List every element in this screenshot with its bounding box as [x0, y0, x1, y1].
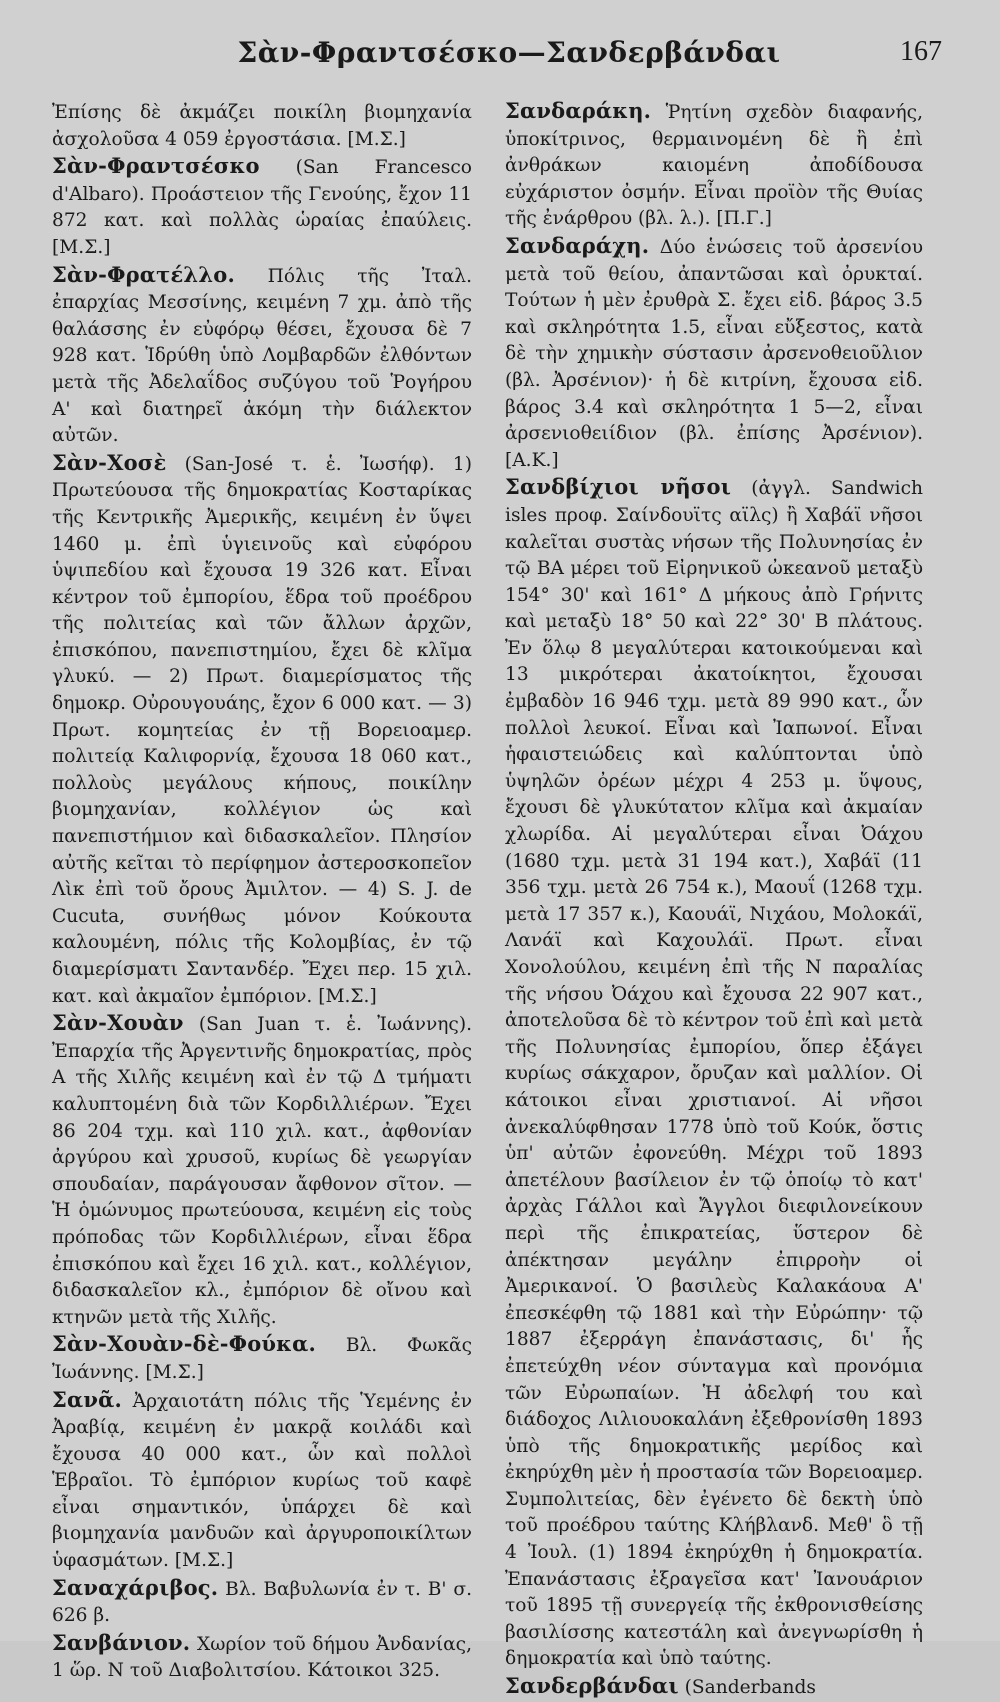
entry: [505, 1673, 923, 1702]
entry-text: Βλ. Φωκᾶς Ἰωάννης. [Μ.Σ.]: [52, 1335, 472, 1383]
entry-text: Δύο ἑνώσεις τοῦ ἀρσενίου μετὰ τοῦ θείου, ἀπαντῶσαι καὶ ὀρυκταί. Τούτων ἡ μὲν ἐρυθρὰ Σ. ἔχει εἰδ. βάρος 3.5 καὶ σκληρότητα 1.5, εἶναι εὔξεστος, κατὰ δὲ τὴν χημικὴν σύστασιν ἀρσενοθειοῦλιον (βλ. Ἀρσένιον)· ἡ δὲ κιτρίνη, ἔχουσα εἰδ. βάρος 3.4 καὶ σκληρότητα 1 5—2, εἶναι ἀρσενιοθειίδιον (βλ. ἐπίσης Ἀρσένιον). [Α.Κ.]: [505, 236, 923, 471]
entry-text: Ἀρχαιοτάτη πόλις τῆς Ὑεμένης ἐν Ἀραβίᾳ, κειμένη ἐν μακρᾷ κοιλάδι καὶ ἔχουσα 40 000 κατ., ὧν καὶ πολλοὶ Ἑβραῖοι. Τὸ ἐμπόριον κυρίως τοῦ καφὲ εἶναι σημαντικόν, ὑπάρχει δὲ καὶ βιομηχανία μανδυῶν καὶ ἀργυροποικίλτων ὑφασμάτων. [Μ.Σ.]: [52, 1390, 472, 1572]
entry: [52, 98, 472, 153]
column-divider: [487, 100, 488, 1601]
headword: Σανβάνιον.: [52, 1629, 191, 1655]
entry-text: Βλ. Βαβυλωνία ἐν τ. Β' σ. 626 β.: [52, 1578, 472, 1627]
entry-text: (San Francesco d'Albaro). Προάστειον τῆς Γενούης, ἔχον 11 872 κατ. καὶ πολλὰς ὡραίας ἐπαύλεις. [Μ.Σ.]: [52, 157, 472, 258]
headword: Σανδαράχη.: [505, 232, 650, 258]
headword: Σανδερβάνδαι: [505, 1673, 679, 1699]
entry: [52, 1630, 472, 1685]
running-head: Σὰν-Φραντσέσκο—Σανδερβάνδαι: [237, 36, 781, 69]
headword: Σανδβίχιοι νῆσοι: [505, 474, 732, 500]
headword: Σὰν-Φραντσέσκο: [52, 153, 260, 179]
right-column: [505, 98, 923, 1702]
headword: Σὰν-Χουὰν-δὲ-Φούκα.: [52, 1331, 316, 1357]
entry: [52, 450, 472, 1010]
entry: [52, 1575, 472, 1630]
entry-text: Ῥητίνη σχεδὸν διαφανής, ὑποκίτρινος, θερμαινομένη δὲ ἢ ἐπὶ ἀνθράκων καιομένη ἀποδίδουσα εὐχάριστον ὀσμήν. Εἶναι προϊὸν τῆς Θυίας τῆς ἐνάρθρου (βλ. λ.). [Π.Γ.]: [505, 102, 923, 230]
entry: [505, 474, 923, 1673]
headword: Σὰν-Χουὰν: [52, 1010, 184, 1036]
entry: [505, 233, 923, 474]
entry: [52, 262, 472, 450]
entry-text: (Sanderbands: [684, 1677, 816, 1699]
entry: [52, 1010, 472, 1331]
headword: Σανδαράκη.: [505, 98, 652, 123]
headword: Σὰν-Χοσὲ: [52, 449, 167, 475]
left-column: [52, 98, 472, 1685]
entry-text: Πόλις τῆς Ἰταλ. ἐπαρχίας Μεσσίνης, κειμένη 7 χμ. ἀπὸ τῆς θαλάσσης ἐν εὐφόρῳ θέσει, ἔχουσα δὲ 7 928 κατ. Ἱδρύθη ὑπὸ Λομβαρδῶν ἐλθόντων μετὰ τῆς Ἀδελαΐδος συζύγου τοῦ Ῥογήρου Α' καὶ διατηρεῖ ἀκόμη τὴν διάλεκτον αὐτῶν.: [52, 265, 472, 447]
entry-text: (San Juan τ. ἑ. Ἰωάννης). Ἐπαρχία τῆς Ἀργεντινῆς δημοκρατίας, πρὸς Α τῆς Χιλῆς κειμένη καὶ ἐν τῷ Δ τμήματι καλυπτομένη διὰ τῶν Κορδιλλιέρων. Ἔχει 86 204 τχμ. καὶ 110 χιλ. κατ., ἀφθονίαν ἀργύρου καὶ χρυσοῦ, κυρίως δὲ γεωργίαν σπουδαίαν, παράγουσαν ἄφθονον σῖτον. — Ἡ ὁμώνυμος πρωτεύουσα, κειμένη εἰς τοὺς πρόποδας τῶν Κορδιλλιέρων, εἶναι ἕδρα ἐπισκόπου καὶ ἔχει 16 χιλ. κατ., κολλέγιον, διδασκαλεῖον κλ., ἐμπόριον δὲ οἴνου καὶ κτηνῶν μετὰ τῆς Χιλῆς.: [52, 1014, 472, 1328]
entry: [52, 153, 472, 261]
headword: Σαναχάριβος.: [52, 1574, 219, 1600]
entry: [52, 1331, 472, 1386]
entry-text: Ἐπίσης δὲ ἀκμάζει ποικίλη βιομηχανία ἀσχολοῦσα 4 059 ἐργοστάσια. [Μ.Σ.]: [52, 102, 472, 150]
entry-text: Χωρίον τοῦ δήμου Ἀνδανίας, 1 ὥρ. Ν τοῦ Διαβολιτσίου. Κάτοικοι 325.: [52, 1633, 472, 1682]
entry: [505, 98, 923, 233]
headword: Σὰν-Φρατέλλο.: [52, 261, 235, 287]
headword: Σανᾶ.: [52, 1386, 123, 1412]
entry: [52, 1387, 472, 1575]
page-number: 167: [900, 36, 942, 67]
page-header: [58, 30, 960, 80]
entry-text: (ἀγγλ. Sandwich isles προφ. Σαίνδουϊτς αϊλς) ἢ Χαβάϊ νῆσοι καλεῖται συστὰς νήσων τῆς Πολυνησίας ἐν τῷ ΒΑ μέρει τοῦ Εἰρηνικοῦ ὠκεανοῦ μεταξὺ 154° 30' καὶ 161° Δ μήκους ἀπὸ Γρήνιτς καὶ μεταξὺ 18° 50 καὶ 22° 30' Β πλάτους. Ἐν ὅλῳ 8 μεγαλύτεραι κατοικούμεναι καὶ 13 μικρότεραι ἀκατοίκητοι, ἔχουσαι ἐμβαδὸν 16 946 τχμ. μετὰ 89 990 κατ., ὧν πολλοὶ λευκοί. Εἶναι καὶ Ἰαπωνοί. Εἶναι ἡφαιστειώδεις καὶ καλύπτονται ὑπὸ ὑψηλῶν ὀρέων μέχρι 4 253 μ. ὕψους, ἔχουσι δὲ γλυκύτατον κλῖμα καὶ ἀκμαίαν χλωρίδα. Αἱ μεγαλύτεραι εἶναι Ὀάχου (1680 τχμ. μετὰ 31 194 κατ.), Χαβάϊ (11 356 τχμ. μετὰ 26 754 κ.), Μαουΐ (1268 τχμ. μετὰ 17 357 κ.), Καουάϊ, Νιχάου, Μολοκάϊ, Λανάϊ καὶ Καχουλάϊ. Πρωτ. εἶναι Χονολούλου, κειμένη ἐπὶ τῆς Ν παραλίας τῆς νήσου Ὀάχου καὶ ἔχουσα 22 907 κατ., ἀποτελοῦσα δὲ τὸ κέντρον τοῦ ἐπὶ καὶ μετὰ τῆς Πολυνησίας ἐμπορίου, ὅπερ ἐξάγει κυρίως σάκχαρον, ὄρυζαν καὶ μαλλίον. Οἱ κάτοικοι εἶναι χριστιανοί. Αἱ νῆσοι ἀνεκαλύφθησαν 1778 ὑπὸ τοῦ Κούκ, ὅστις ὑπ' αὐτῶν ἐφονεύθη. Μέχρι τοῦ 1893 ἀπετέλουν βασίλειον ἐν τῷ ὁποίῳ τὸ κατ' ἀρχὰς Γάλλοι καὶ Ἄγγλοι διεφιλονείκουν περὶ τῆς ἐπικρατείας, ὕστερον δὲ ἀπέκτησαν μεγάλην ἐπιρροὴν οἱ Ἀμερικανοί. Ὁ βασιλεὺς Καλακάουα Α' ἐπεσκέφθη τῷ 1881 καὶ τὴν Εὐρώπην· τῷ 1887 ἐξερράγη ἐπανάστασις, δι' ἧς ἐπετεύχθη νέον σύνταγμα καὶ προνόμια τῶν Εὐρωπαίων. Ἡ ἀδελφή του καὶ διάδοχος Λιλιουοκαλάνη ἐξεθρονίσθη 1893 ὑπὸ τῆς δημοκρατικῆς μερίδος καὶ ἐκηρύχθη μὲν ἡ προστασία τῶν Βορειοαμερ. Συμπολιτείας, δὲν ἐγένετο δὲ δεκτὴ ὑπὸ τοῦ προέδρου ταύτης Κλήβλανδ. Μεθ' ὃ τῇ 4 Ἰουλ. (1) 1894 ἐκηρύχθη ἡ δημοκρατία. Ἐπανάστασις ἐξραγεῖσα κατ' Ἰανουάριον τοῦ 1895 τῇ συνεργείᾳ τῆς ἐκθρονισθείσης βασιλίσσης κατεστάλη καὶ ἀνεγνωρίσθη ἡ δημοκρατία καὶ ὑπὸ ταύτης.: [505, 478, 923, 1670]
entry-text: (San-José τ. ἑ. Ἰωσήφ). 1) Πρωτεύουσα τῆς δημοκρατίας Κοσταρίκας τῆς Κεντρικῆς Ἀμερικῆς, κειμένη ἐν ὕψει 1460 μ. ἐπὶ ὑγιεινοῦς καὶ εὐφόρου ὑψιπεδίου καὶ ἔχουσα 19 326 κατ. Εἶναι κέντρον τοῦ ἐμπορίου, ἕδρα τοῦ προέδρου τῆς πολιτείας καὶ τῶν ἄλλων ἀρχῶν, ἐπισκόπου, πανεπιστημίου, ἔχει δὲ κλῖμα γλυκύ. — 2) Πρωτ. διαμερίσματος τῆς δημοκρ. Οὐρουγουάης, ἔχον 6 000 κατ. — 3) Πρωτ. κομητείας ἐν τῇ Βορειοαμερ. πολιτείᾳ Καλιφορνίᾳ, ἔχουσα 18 060 κατ., πολλοὺς μεγάλους κήπους, ποικίλην βιομηχανίαν, κολλέγιον ὡς καὶ πανεπιστήμιον καὶ διδασκαλεῖον. Πλησίον αὐτῆς κεῖται τὸ περίφημον ἀστεροσκοπεῖον Λὶκ ἐπὶ τοῦ ὄρους Ἀμιλτον. — 4) S. J. de Cucuta, συνήθως μόνον Κούκουτα καλουμένη, πόλις τῆς Κολομβίας, ἐν τῷ διαμερίσματι Σαντανδέρ. Ἔχει περ. 15 χιλ. κατ. καὶ ἀκμαῖον ἐμπόριον. [Μ.Σ.]: [52, 453, 472, 1007]
